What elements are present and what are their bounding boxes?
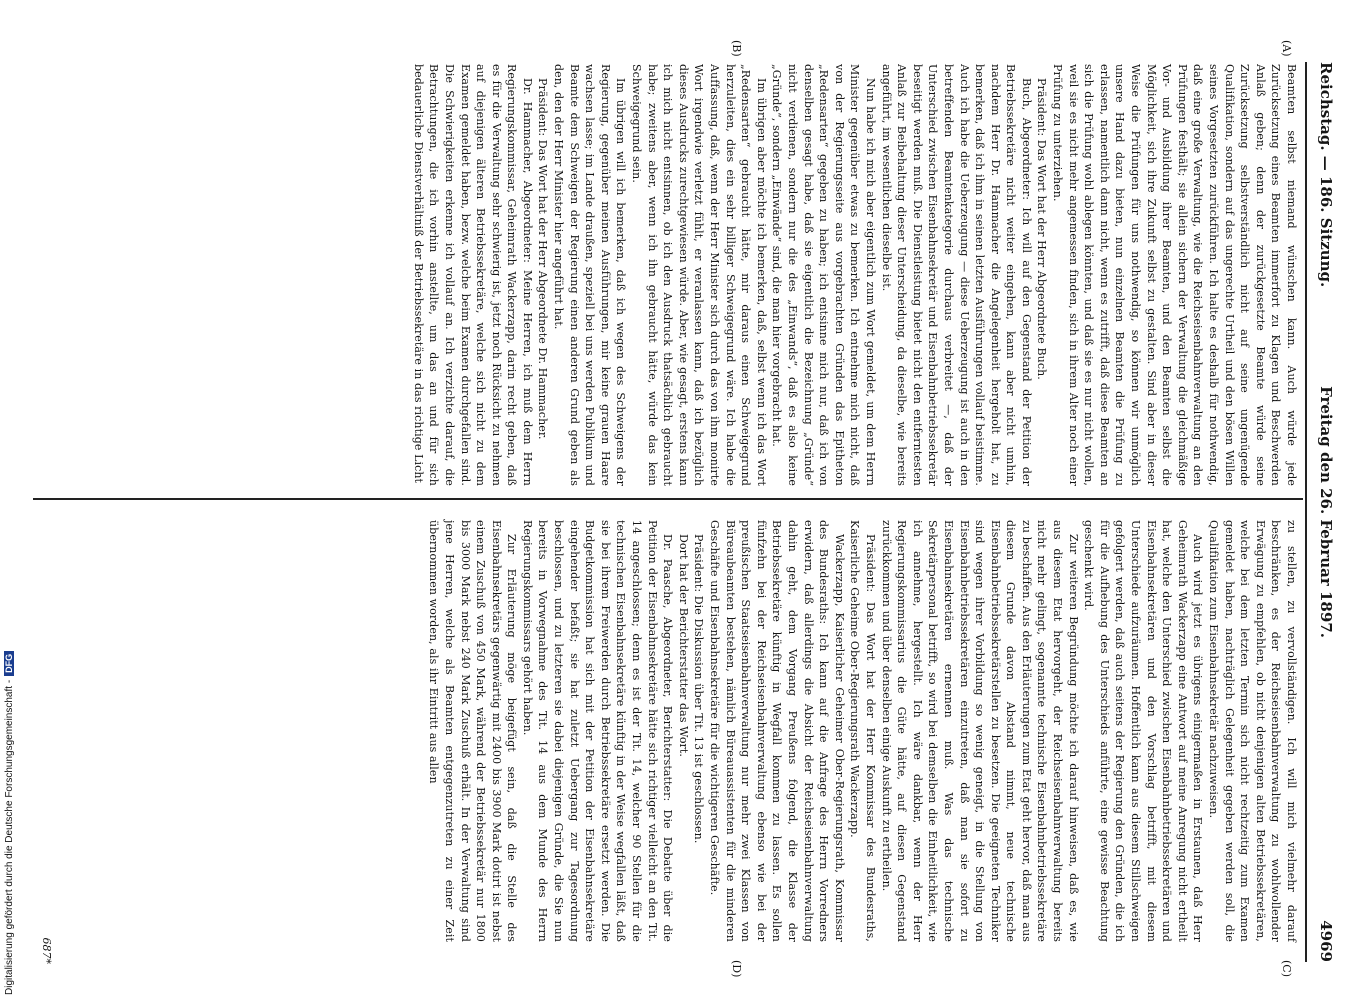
paragraph: Dr. Paasche, Abgeordneter, Berichterstatter: Die Debatte über die Petition der Eisenbahnsekretäre hätte sich richtiger vielleicht an den Tit. 14 angeschlossen; denn es ist der Tit. 14, welcher 90 Stellen für die technischen Eisenbahnsekretäre künftig in der Weise wegfallen läßt, daß sie bei ihrem Freiwerden durch Betriebssekretäre ersetzt werden. Die Budgetkommission hat sich mit der Petition der Eisenbahnsekretäre eingehender befaßt; sie hat zuletzt Uebergang zur Tagesordnung beschlossen, und zu letzteren sie dabei diejenigen Gründe, die Sie nun bereits in Vorwegnahme des Tit. 14 aus dem Munde des Herrn Regierungskommissars gehört haben.	[520, 520, 675, 942]
paragraph: Zur weiteren Begründung möchte ich darauf hinweisen, daß es, wie aus diesem Etat hervorgeht, der Reichseisenbahnverwaltung bereits nicht mehr gelingt, sogenannte technische Eisenbahnbetriebssekretäre zu beschaffen. Aus den Erläuterungen zum Etat geht hervor, daß man aus diesem Grunde davon Abstand nimmt, neue technische Eisenbahnbetriebssekretärstellen zu besetzen. Die geeigneten Techniker sind wegen ihrer Vorbildung so wenig geneigt, in die Stellung von Eisenbahnbetriebssekretären einzutreten, daß man sie sofort zu Eisenbahnsekretären ernennen muß. Was das technische Sekretärpersonal betrifft, so wird bei demselben die Einheitlichkeit, wie ich annehme, hergestellt. Ich wäre dankbar, wenn der Herr Regierungskommissarius die Güte hätte, auf diesen Gegenstand zurückkommen und über denselben einige Auskunft zu ertheilen.	[879, 520, 1080, 942]
paragraph: Präsident: Das Wort hat der Herr Abgeordnete Dr. Hammacher.	[536, 78, 550, 440]
paragraph: Präsident: Das Wort hat der Herr Kommissar des Bundesraths, Kaiserliche Geheime Ober-Regierungsrath Wackerzapp.	[848, 520, 877, 942]
right-column	[426, 520, 1299, 942]
paragraph: Beamten selbst niemand wünschen kann. Auch würde jede Zurücksetzung eines Beamten immerfort zu Klagen und Beschwerden Anlaß geben; denn der zurückgesetzte Beamte würde seine Zurücksetzung selbstverständlich nicht auf seine ungenügende Qualifikation, sondern auf das ungerechte Urtheil und den bösen Willen seines Vorgesetzten zurückführen. Ich halte es deshalb für nothwendig, daß eine große Verwaltung, wie die Reichseisenbahnverwaltung an den Prüfungen festhält; sie allein sichern der Verwaltung die gleichmäßige Vor- und Ausbildung ihrer Beamten, und den Beamten selbst die Möglichkeit, sich ihre Zukunft selbst zu gestalten. Sind aber in dieser Weise die Prüfungen für uns nothwendig, so können wir unmöglich unsere Hand dazu bieten, nun einzelnen Beamten die Prüfung zu erlassen, namentlich dann nicht, wenn es zutrifft, daß diese Beamten an sich die Prüfung wohl ablegen könnten, und daß sie es nur nicht wollen, weil sie es nicht mehr angemessen finden, sich in ihrem Alter noch einer Prüfung zu unterziehen.	[1051, 64, 1298, 486]
paragraph: Präsident: Die Diskussion über Tit. 13 ist geschlossen.	[692, 534, 706, 844]
left-column	[410, 64, 1299, 486]
paragraph: Dort hat der Berichterstatter das Wort.	[676, 534, 690, 758]
header-page-number: 4969	[1317, 920, 1335, 962]
page-header	[1309, 62, 1335, 962]
header-rule	[1305, 62, 1307, 962]
digitization-credit	[0, 0, 22, 1000]
paragraph: Im übrigen aber möchte ich bemerken, daß, selbst wenn ich das Wort „Redensarten“ gebraucht hätte, mir daraus einen Schweigegrund herzuleiten, dies ein sehr billiger Schweigegrund wäre. Ich habe die Auffassung, daß, wenn der Herr Minister sich durch das von ihm monirte Wort irgendwie verletzt fühlt, er veranlassen kann, daß ich bezüglich dieses Ausdrucks zurechtgewiesen würde. Aber, wie gesagt, erstens kann ich mich nicht entsinnen, ob ich den Ausdruck thatsächlich gebraucht habe; zweitens aber, wenn ich ihn gebraucht hätte, würde das kein Schweigegrund sein.	[630, 64, 768, 486]
signature-mark: 687*	[40, 937, 53, 964]
margin-mark-c: (C)	[1280, 960, 1293, 977]
header-session: Reichstag. — 186. Sitzung.	[1317, 62, 1335, 288]
paragraph: Auch wird jetzt es übrigens einigermaßen in Erstaunen, daß Herr Geheimrath Wackerzapp eine Antwort auf meine Anregung nicht ertheilt hat, welche den Unterschied zwischen Eisenbahnbetriebssekretären und Eisenbahnsekretären und den Vorschlag betrifft, mit diesem Unterschiede aufzuräumen. Hoffentlich kann aus diesem Stillschweigen gefolgert werden, daß auch seitens der Regierung den Gründen, die ich für die Aufhebung des Unterschieds anführte, eine gewisse Beachtung geschenkt wird.	[1082, 520, 1205, 942]
credit-text: Digitalisierung gefördert durch die Deutsche Forschungsgemeinschaft -	[4, 679, 15, 995]
paragraph: zu stellen, zu vervollständigen. Ich will mich vielmehr darauf beschränken, es der Reichseisenbahnverwaltung zu wohlwollender Erwägung zu empfehlen, ob nicht denjenigen alten Betriebssekretären, welche bei dem letzten Termin sich nicht rechtzeitig zum Examen gemeldet haben, nachträglich Gelegenheit gegeben werden soll, die Qualifikation zum Eisenbahnsekretär nachzuweisen.	[1207, 520, 1298, 942]
paragraph: Wackerzapp, Kaiserlicher Geheimer Ober-Regierungsrath, Kommissar des Bundesraths: Ich kann auf die Anfrage des Herrn Vorredners erwidern, daß allerdings die Absicht der Reichseisenbahnverwaltung dahin geht, dem Vorgang Preußens folgend, die Klasse der Betriebssekretäre künftig in Wegfall kommen zu lassen. Es sollen fünfzehn bei der Reichseisenbahnverwaltung ebenso wie bei der preußischen Staatseisenbahnverwaltung nur mehr zwei Klassen von Büreaubeamten bestehen, nämlich Büreauassistenten für die minderen Geschäfte und Eisenbahnsekretäre für die wichtigeren Geschäfte.	[708, 520, 846, 942]
paragraph: Zur Erläuterung möge beigefügt sein, daß die Stelle des Eisenbahnsekretärs gegenwärtig mit 2400 bis 3900 Mark dotirt ist nebst einem Zuschuß von 450 Mark, während der Betriebssekretär nur 1800 bis 3000 Mark nebst 240 Mark Zuschuß erhält. In der Verwaltung sind jene Herren, welche als Beamten entgegenzutreten zu einer Zeit übernommen worden, als ihr Eintritt aus allen	[427, 520, 519, 942]
paragraph: Präsident: Das Wort hat der Herr Abgeordnete Buch.	[1035, 78, 1049, 380]
margin-mark-b: (B)	[730, 40, 743, 57]
paragraph: Dr. Hammacher, Abgeordneter: Meine Herren, ich muß dem Herrn Regierungskommissar, Geheimrath Wackerzapp, darin recht geben, daß es für die Verwaltung sehr schwierig ist, jetzt noch Rücksicht zu nehmen auf diejenigen älteren Betriebssekretäre, welche sich nicht zu dem Examen gemeldet haben, bezw. welche beim Examen durchgefallen sind. Die Schwierigkeiten erkenne ich vollauf an. Ich verzichte darauf, die Betrachtungen, die ich vorhin anstellte, um das an und für sich bedauerliche Dienstverhältniß der Betriebssekretäre in das richtige Licht	[411, 64, 534, 486]
margin-mark-d: (D)	[730, 960, 743, 978]
paragraph: Im übrigen will ich bemerken, daß ich wegen des Schweigens der Regierung, gegenüber meinen Ausführungen, mir keine grauen Haare wachsen lasse; im Lande draußen, speziell bei uns werden Publikum und Beamte dem Schweigen der Regierung einen anderen Grund geben als den, den der Herr Minister hier angeführt hat.	[552, 64, 628, 486]
header-date: Freitag den 26. Februar 1897.	[1317, 386, 1335, 638]
paragraph: Nun habe ich mich aber eigentlich zum Wort gemeldet, um dem Herrn Minister gegenüber etwas zu bemerken. Ich entnehme mich nicht, daß von der Regierungsseite aus vorgebrachten Gründen das Epitheton „Redensarten“ gegeben zu haben; ich entsinne mich nur, daß ich von denselben gesagt habe, daß sie eigentlich die Bezeichnung „Gründe“ nicht verdienen, sondern nur die des „Einwands“, daß es also keine „Gründe“, sondern „Einwände“ sind, die man hier vorgebracht hat.	[770, 64, 877, 486]
paragraph: Buch, Abgeordneter: Ich will auf den Gegenstand der Petition der Betriebssekretäre nicht weiter eingehen, kann aber nicht umhin, nachdem Herr Dr. Hammacher die Angelegenheit hergeholt hat, zu bemerken, daß ich ihm in seinen letzten Ausführungen vollauf beistimme. Auch ich habe die Ueberzeugung — diese Ueberzeugung ist auch in den betreffenden Beamtenkategorie durchaus verbreitet —, daß der Unterschied zwischen Eisenbahnsekretär und Eisenbahnbetriebssekretär beseitigt werden muß. Die Dienstleistung bietet nicht den entferntesten Anlaß zur Beibehaltung dieser Unterscheidung, da dieselbe, wie bereits angeführt, im wesentlichen dieselbe ist.	[879, 64, 1033, 486]
dfg-logo: DFG	[4, 651, 14, 676]
column-divider	[33, 498, 1303, 500]
margin-mark-a: (A)	[1280, 40, 1293, 57]
